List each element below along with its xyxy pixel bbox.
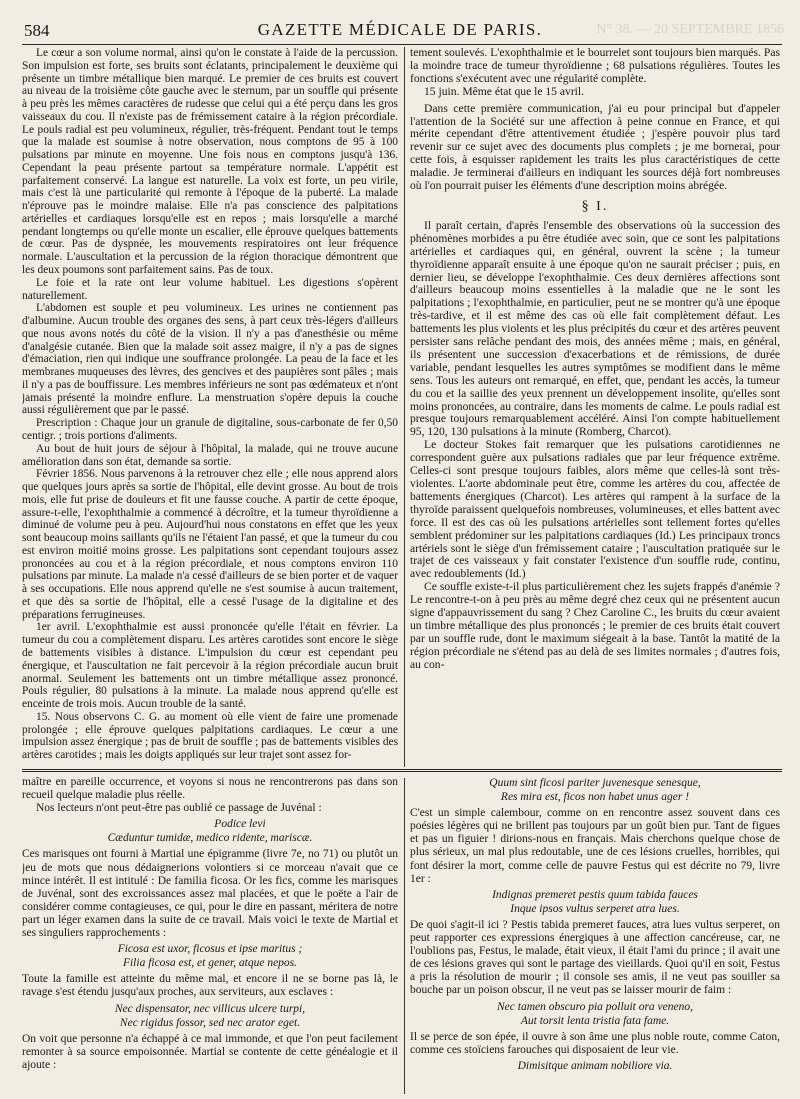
juvenal-quote-line: Cæduntur tumidæ, medico ridente, mariscæ. (107, 832, 313, 845)
feuilleton-rule (22, 769, 782, 772)
article-paragraph: Prescription : Chaque jour un granule de digitaline, sous-carbonate de fer 0,50 centigr. ; trois portions d'aliments. (22, 417, 398, 442)
feuilleton-paragraph: On voit que personne n'a échappé à ce mal immonde, et que l'on peut facilement remonter à sa source empoisonnée. Martial se contente de cette généalogie et il ajoute : (22, 1032, 398, 1071)
feuilleton-paragraph: Il se perce de son épée, il ouvre à son âme une plus noble route, comme Caton, comme ces stoïciens farouches qui disposaient de leur vie. (410, 1030, 780, 1056)
feuilleton-paragraph: C'est un simple calembour, comme on en rencontre assez souvent dans ces poésies légères qui ne brillent pas toujours par un goût bien pur. Tant de figues et pas un figuier ! dirions-nous en français. Mais cherchons quelque chose de plus sérieux, un mal plus redoutable, une de ces lésions cruelles, horribles, qui font désirer la mort, comme celle de pauvre Festus qui est décrite no 79, livre 1er : (410, 807, 780, 885)
martial-verse: Aut torsit lenta tristia fata fame. (520, 1014, 670, 1027)
feuilleton-paragraph: Ces marisques ont fourni à Martial une épigramme (livre 7e, no 71) ou plutôt un jeu de mots que nous dédaignerions volontiers si ce morceau n'avait que ce mince intérêt. Il est intitulé : De familia ficosa. Or les fics, comme les marisques de Juvénal, sont des excroissances assez mal placées, et que le poëte a l'air de considérer comme contagieuses, ce qui, pour le dire en passant, méritera de notre part un léger examen dans la suite de ce travail. Mais voici le texte de Martial et ses singuliers rapprochements : (22, 848, 398, 940)
article-paragraph: Le foie et la rate ont leur volume habituel. Les digestions s'opèrent naturellement. (22, 276, 398, 302)
article-paragraph: L'abdomen est souple et peu volumineux. Les urines ne contiennent pas d'albumine. Aucun trouble des organes des sens, à part ceux très-légers d'ailleurs que nous avons notés du côté de la vision. Il n'y a pas d'anesthésie ou même d'analgésie cutanée. Bien que la malade soit assez maigre, il n'y a pas de signes d'émaciation, rien qui indique une souffrance prolongée. La peau de la face et les membranes muqueuses des lèvres, des gencives et des paupières sont pâles ; mais il n'y a pas de bouffissure. Les membres inférieurs ne sont pas œdémateux et n'ont jamais présenté la moindre enflure. La menstruation s'opère depuis la couche aussi régulièrement que par le passé. (22, 302, 398, 417)
communication-text (410, 103, 780, 193)
feuilleton-left-column (22, 776, 398, 1094)
article-right-column (410, 47, 780, 765)
juvenal-quote-title: Podice levi (214, 818, 266, 831)
article-paragraph: Ce souffle existe-t-il plus particulièrement chez les sujets frappés d'anémie ? Le rencontre-t-on à peu près au même degré chez ceux qui ne présentent aucun signe d'appauvrissement du sang ? Chez Caroline C., les bruits du cœur avaient un timbre métallique des plus prononcés ; le premier de ces bruits était couvert par un souffle rude, dont le maximum siégeait à la base. Tantôt la matité de la région précordiale ne s'étend pas au delà de ses limites normales ; d'autres fois, au con- (410, 580, 780, 671)
article-paragraph: 1er avril. L'exophthalmie est aussi prononcée qu'elle l'était en février. La tumeur du cou a complètement disparu. Les artères carotides sont encore le siège de battements visibles à distance. L'impulsion du cœur est cependant peu énergique, et l'auscultation ne fait percevoir à la région précordiale aucun bruit anormal. Seulement les battements ont un timbre métallique assez prononcé. Pouls régulier, 80 pulsations à la minute. La malade nous apprend qu'elle est enceinte de trois mois. Aucun trouble de la santé. (22, 621, 398, 711)
feuilleton-right-column (410, 776, 780, 1094)
martial-verse: Dimisitque animam nobiliore via. (517, 1059, 673, 1072)
martial-verse: Nec tamen obscuro pia polluit ora veneno, (497, 1000, 693, 1013)
article-paragraph: Il paraît certain, d'après l'ensemble des observations où la succession des phénomènes morbides a pu être étudiée avec soin, que ce sont les palpitations artérielles et cardiaques qui, en général, ouvrent la scène ; la tumeur thyroïdienne apparaît ensuite à une époque qu'on ne saurait préciser ; puis, en dernier lieu, se développe l'exophthalmie. Ces deux dernières affections sont d'ailleurs beaucoup moins essentielles à la maladie que ne le sont les palpitations ; l'exophthalmie, en particulier, peut ne se montrer qu'à une époque très-tardive, et il est même des cas où elle fait complètement défaut. Les battements les plus violents et les plus précipités du cœur et des artères peuvent persister sans relâche pendant des mois, des années même ; mais, en général, ils présentent une succession d'exacerbations et de rémissions, de durée variable, pendant lesquelles les autres symptômes se modifient dans le même sens. Tous les auteurs ont remarqué, en effet, que, pendant les accès, la tumeur du cou et la saillie des yeux prennent un développement insolite, qu'elles sont moins prononcées, au contraire, dans les moments de calme. Le pouls radial est presque toujours remarquablement accéléré. Ainsi l'on compte habituellement 95, 120, 130 pulsations à la minute (Romberg, Charcot). (410, 218, 780, 439)
feuilleton-paragraph: Toute la famille est atteinte du même mal, et encore il ne se borne pas là, le ravage s'est étendu jusqu'aux proches, aux serviteurs, aux esclaves : (22, 973, 398, 999)
martial-verse: Ficosa est uxor, ficosus et ipse maritus ; (117, 943, 303, 956)
article-paragraph: Le cœur a son volume normal, ainsi qu'on le constate à l'aide de la percussion. Son impulsion est forte, ses bruits sont éclatants, principalement le deuxième qui présente un timbre métallique bien marqué. Le premier de ces bruits est couvert au niveau de la troisième côte gauche avec le sternum, par un souffle qui présente à peu près les mêmes caractères de rudesse que celui qui a été perçu dans les gros vaisseaux du cou. Il n'existe pas de frémissement cataire à la région précordiale. Le pouls radial est peu volumineux, régulier, très-fréquent. Pendant tout le temps que la malade est soumise à notre observation, nous comptons de 95 à 100 pulsations par minute en moyenne. Une fois nous en comptons jusqu'à 136. Cependant la peau présente partout sa température normale. L'appétit est parfaitement conservé. La langue est naturelle. La voix est forte, un peu virile, mais c'est là une particularité qui remonte à l'époque de la puberté. La malade n'éprouve pas le moindre malaise. Elle n'a pas conscience des palpitations artérielles et cardiaques lorsqu'elle est en repos ; mais lorsqu'elle a marché pendant longtemps ou qu'elle monte un escalier, elle éprouve quelques battements de cœur. Pas de dyspnée, les mouvements respiratoires ont leur fréquence normale. L'auscultation et la percussion de la région thoracique démontrent que les deux poumons sont parfaitement sains. Pas de toux. (22, 47, 398, 277)
martial-verse: Nec dispensator, nec villicus ulcere turpi, (114, 1002, 306, 1015)
article-paragraph: Au bout de huit jours de séjour à l'hôpital, la malade, qui ne trouve aucune amélioration dans son état, demande sa sortie. (22, 442, 398, 468)
article-paragraph: 15. Nous observons C. G. au moment où elle vient de faire une promenade prolongée ; elle éprouve quelques palpitations cardiaques. Le cœur a une impulsion assez énergique ; pas de bruit de souffle ; pas de battements visibles des artères carotides ; mais les doigts appliqués sur leur trajet sont assez for- (22, 710, 398, 762)
column-divider (404, 778, 405, 1094)
martial-verse: Indignas premeret pestis quum tabida fauces (492, 888, 698, 901)
martial-verse: Quum sint ficosi pariter juvenesque senesque, (489, 777, 701, 789)
feuilleton-paragraph: Nos lecteurs n'ont peut-être pas oublié ce passage de Juvénal : (36, 802, 322, 815)
feuilleton-paragraph: De quoi s'agit-il ici ? Pestis tabida premeret fauces, atra lues vultus serperet, on peut rapporter ces expressions énergiques à une affection cancéreuse, car, ne l'oublions pas, Festus, le malade, était vieux, il était l'ami du prince ; il avait une de ces lésions graves qui sont le partage des vieillards. Quoi qu'il en soit, Festus a pris la résolution de mourir ; il console ses amis, il ne veut pas souiller sa bouche par un poison obscur, il ne veut pas se laisser mourir de faim : (410, 918, 780, 997)
martial-verse: Filia ficosa est, et gener, atque nepos. (122, 957, 298, 970)
section-body (410, 220, 780, 672)
martial-verse: Inque ipsos vultus serperet atra lues. (510, 902, 680, 915)
column-divider (404, 47, 405, 767)
article-paragraph: Le docteur Stokes fait remarquer que les pulsations carotidiennes ne correspondent guère aux pulsations radiales que par leur fréquence extrême. Celles-ci sont presque toujours faibles, alors même que celles-là sont très-violentes. L'aorte abdominale peut être, comme les artères du cou, affectée de battements énergiques (Charcot). Les artères qui rampent à la surface de la thyroïde paraissent quelquefois nombreuses, volumineuses, et elles battent avec force. Il est des cas où les pulsations artérielles sont tellement fortes qu'elles semblent prédominer sur les palpitations cardiaques (Id.) Les principaux troncs artériels sont le siège d'un frémissement cataire ; l'auscultation pratiquée sur le trajet de ces vaisseaux y fait constater l'existence d'un souffle rude, continu, avec redoublements (Id.) (410, 438, 780, 581)
article-left-column (22, 47, 398, 765)
article-paragraph: Dans cette première communication, j'ai eu pour principal but d'appeler l'attention de la Société sur une affection à peine connue en France, et qui mérite cependant d'être attentivement étudiée ; j'espère pouvoir plus tard revenir sur ce sujet avec des documents plus complets ; je me bornerai, pour cette fois, à esquisser rapidement les traits les plus caractéristiques de cette maladie. Je terminerai d'ailleurs en indiquant les sources déjà fort nombreuses où l'on pourrait puiser les éléments d'une description moins abrégée. (410, 101, 780, 193)
section-heading: § I. (581, 198, 609, 214)
martial-verse: Res mira est, ficos non habet unus ager ! (500, 791, 690, 804)
page-header (10, 18, 790, 44)
observation-date: 15 juin. Même état que le 15 avril. (424, 84, 585, 98)
header-rule (22, 44, 782, 45)
page-number: 584 (24, 21, 50, 40)
bleed-through-text: N° 38. — 20 SEPTEMBRE 1856 (596, 22, 784, 37)
article-paragraph: Février 1856. Nous parvenons à la retrouver chez elle ; elle nous apprend alors que quelques jours après sa sortie de l'hôpital, elle devint grosse. Au bout de trois mois, elle fut prise de douleurs et fit une fausse couche. A partir de cette époque, assure-t-elle, l'exophthalmie a commencé à décroître, et la tumeur thyroïdienne a diminué de volume peu à peu. Aujourd'hui nous constatons en effet que les yeux sont beaucoup moins saillants qu'ils ne l'étaient l'an passé, et que la tumeur du cou est environ moitié moins grosse. Les palpitations sont cependant toujours assez prononcées au cou et à la région précordiale, et nous comptons environ 110 pulsations par minute. La malade n'a cessé d'ailleurs de se bien porter et de vaquer à ses occupations. Elle nous apprend qu'elle ne s'est soumise à aucun traitement, et que dès sa sortie de l'hôpital, elle a cessé l'usage de la digitaline et des préparations ferrugineuses. (22, 468, 398, 621)
journal-title: GAZETTE MÉDICALE DE PARIS. (257, 20, 543, 39)
feuilleton-paragraph: maître en pareille occurrence, et voyons si nous ne rencontrerons pas dans son recueil quelque maladie plus réelle. (22, 776, 398, 802)
observation-continuation: tement soulevés. L'exophthalmie et le bourrelet sont toujours bien marqués. Pas la moindre trace de tumeur thyroïdienne ; 68 pulsations régulières. Toutes les fonctions s'exécutent avec une régularité complète. (410, 47, 780, 85)
martial-verse: Nec rigidus fossor, sed nec arator eget. (119, 1016, 301, 1029)
